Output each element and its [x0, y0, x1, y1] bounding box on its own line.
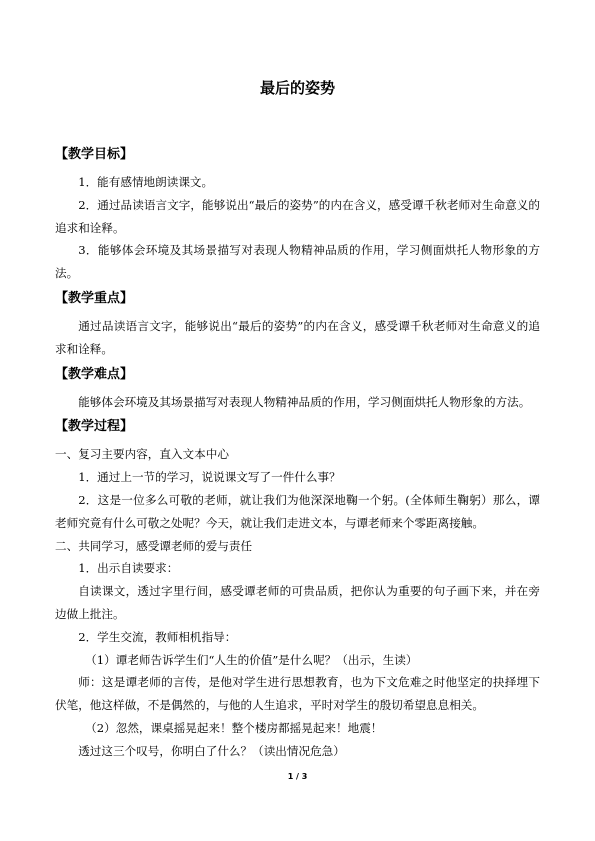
process-part2-step1-text: 自读课文，透过字里行间，感受谭老师的可贵品质，把你认为重要的句子画下来，并在旁边做上批注。: [55, 584, 540, 621]
process-part1-item: 2．这是一位多么可敬的老师，就让我们为他深深地鞠一个躬。(全体师生鞠躬）那么，谭老师究竟有什么可敬之处呢？今天，就让我们走进文本，与谭老师来个零距离接触。: [55, 492, 540, 530]
key-points-block: [55, 315, 540, 361]
process-part2-question-1: （1）谭老师告诉学生们“人生的价值”是什么呢？（出示，生读）: [85, 652, 418, 667]
process-part2-step2-title: 2．学生交流，教师相机指导：: [78, 629, 237, 644]
process-part2-teacher-note: 师：这是谭老师的言传，是他对学生进行思想教育，也为下文危难之时他坚定的抉择埋下伏笔，他这样做，不是偶然的，与他的人生追求，平时对学生的殷切希望息息相关。: [55, 675, 540, 713]
section-heading-difficulties: 【教学难点】: [55, 366, 134, 382]
process-part1-item: 1．通过上一节的学习，说说课文写了一件什么事？: [78, 470, 341, 485]
process-block: [55, 443, 540, 762]
process-part2-heading: 二、共同学习，感受谭老师的爱与责任: [55, 538, 253, 553]
key-points-text: 通过品读语言文字，能够说出“最后的姿势”的内在含义，感受谭千秋老师对生命意义的追求和诠释。: [55, 318, 540, 356]
objective-item: 3．能够体会环境及其场景描写对表现人物精神品质的作用，学习侧面烘托人物形象的方法。: [55, 243, 540, 281]
objective-item: 1．能有感情地朗读课文。: [78, 175, 214, 189]
difficulties-block: [55, 391, 540, 414]
process-part1-heading: 一、复习主要内容，直入文本中心: [55, 447, 229, 462]
difficulties-text: 能够体会环境及其场景描写对表现人物精神品质的作用，学习侧面烘托人物形象的方法。: [78, 394, 531, 409]
page-number: 1 / 3: [287, 772, 308, 781]
process-part2-step1-title: 1．出示自读要求：: [78, 561, 179, 576]
section-heading-objectives: 【教学目标】: [55, 147, 134, 162]
objectives-list: [55, 171, 540, 285]
section-heading-process: 【教学过程】: [55, 419, 134, 435]
section-heading-key-points: 【教学重点】: [55, 290, 134, 306]
objective-item: 2．通过品读语言文字，能够说出“最后的姿势”的内在含义，感受谭千秋老师对生命意义的追求和诠释。: [55, 197, 540, 235]
document-body: [55, 145, 540, 763]
process-part2-question-2: （2）忽然，课桌摇晃起来！整个楼房都摇晃起来！地震！: [85, 720, 383, 735]
process-part2-followup: 透过这三个叹号，你明白了什么？（读出情况危急）: [78, 743, 345, 758]
document-title: 最后的姿势: [259, 79, 335, 97]
